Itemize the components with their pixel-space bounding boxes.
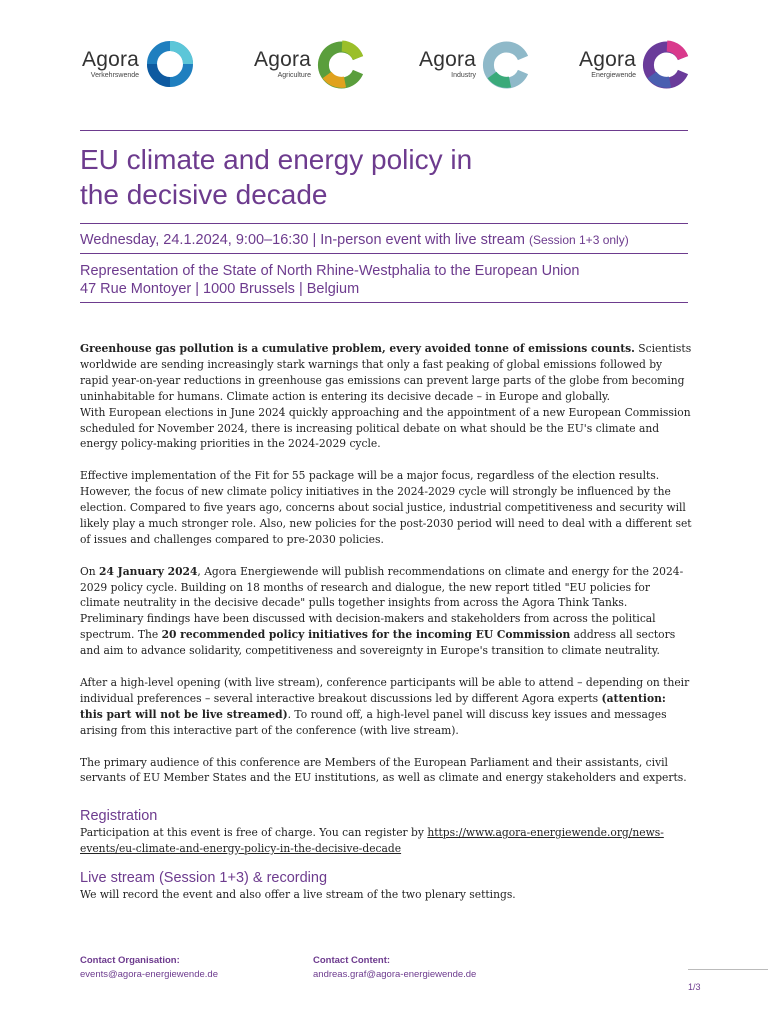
report-recommendations: 20 recommended policy initiatives for the incoming EU Commission <box>161 628 571 642</box>
body-text <box>80 341 692 802</box>
report-text-c: , Agora Energiewende will publish recommendations on climate and energy for the 2024-2029 policy cycle. Building on 18 months of research and dialogue, the new report titled "EU policies for climate neutrality in the decisive decade" pulls together insights from across the Agora Think Tanks. Preliminary findings have been discussed with decision-makers and stakeholders from across the political spectrum. The <box>80 564 684 642</box>
contact-organisation-email[interactable]: events@agora-energiewende.de <box>80 969 218 980</box>
logo-ring-icon <box>145 39 195 89</box>
contact-content-email[interactable]: andreas.graf@agora-energiewende.de <box>313 969 477 980</box>
contact-organisation <box>80 954 218 982</box>
logo-brand: Agora <box>254 47 312 71</box>
event-session-note: (Session 1+3 only) <box>528 233 629 247</box>
agora-energiewende-logo <box>579 36 692 92</box>
registration-link[interactable]: https://www.agora-energiewende.org/news-events/eu-climate-and-energy-policy-in-the-decisive-decade <box>80 826 664 855</box>
event-venue <box>80 262 580 298</box>
logo-subtitle: Energiewende <box>591 71 637 79</box>
paragraph-audience: The primary audience of this conference are Members of the European Parliament and their assistants, civil servants of EU Member States and the EU institutions, as well as climate and energy stakeholders and experts. <box>80 755 687 785</box>
logo-subtitle: Verkehrswende <box>90 71 140 79</box>
report-text-a: On <box>80 564 100 578</box>
report-text-e: address all sectors and aim to advance solidarity, competitiveness and sovereignty in Europe's transition to climate neutrality. <box>80 628 676 658</box>
programme-text-c: . To round off, a high-level panel will discuss key issues and messages arising from this interactive part of the conference (with live stream). <box>80 707 667 737</box>
divider <box>80 253 688 254</box>
programme-text-a: After a high-level opening (with live stream), conference participants will be able to attend – depending on their individual preferences – several interactive breakout discussions led by different Agora experts <box>80 675 690 705</box>
registration-text: Participation at this event is free of charge. You can register by <box>80 826 428 839</box>
registration-heading: Registration <box>80 808 158 824</box>
footer-divider <box>688 969 768 970</box>
contact-organisation-label: Contact Organisation: <box>80 955 180 966</box>
logo-brand: Agora <box>579 47 637 71</box>
intro-text: Scientists worldwide are sending increasingly stark warnings that only a fast peaking of global emissions followed by rapid year-on-year reductions in greenhouse gas emissions can prevent large parts of the globe from becoming uninhabitable for humans. Climate action is entering its decisive decade – in Europe and globally. <box>80 342 692 403</box>
registration-paragraph <box>80 825 692 857</box>
paragraph-elections: With European elections in June 2024 quickly approaching and the appointment of a new European Commission scheduled for November 2024, there is increasing political debate on what should be the EU's climate and energy policy-making priorities in the 2024-2029 cycle. <box>80 405 691 451</box>
agora-verkehrswende-logo <box>82 36 195 92</box>
event-date-text: Wednesday, 24.1.2024, 9:00–16:30 | In-person event with live stream <box>80 232 525 248</box>
agora-industry-logo <box>419 36 532 92</box>
logo-c-icon <box>317 39 367 89</box>
page-title <box>80 142 688 212</box>
contact-content-label: Contact Content: <box>313 955 391 966</box>
paragraph-intro <box>80 341 692 405</box>
live-stream-section <box>80 869 692 903</box>
title-line-2: the decisive decade <box>80 179 328 210</box>
venue-line-1: Representation of the State of North Rhine-Westphalia to the European Union <box>80 263 580 279</box>
logo-c-icon <box>642 39 692 89</box>
report-date: 24 January 2024 <box>99 564 198 578</box>
logo-bar <box>0 36 768 92</box>
divider <box>80 130 688 131</box>
logo-subtitle: Industry <box>451 71 477 79</box>
logo-c-icon <box>482 39 532 89</box>
live-stream-text: We will record the event and also offer a live stream of the two plenary settings. <box>80 888 516 901</box>
live-stream-heading: Live stream (Session 1+3) & recording <box>80 870 328 886</box>
logo-brand: Agora <box>82 47 140 71</box>
paragraph-programme <box>80 675 692 739</box>
paragraph-fit-for-55: Effective implementation of the Fit for 55 package will be a major focus, regardless of the election results. However, the focus of new climate policy initiatives in the 2024-2029 cycle will strongly be influenced by the election. Compared to five years ago, concerns about social justice, industrial competitiveness and security will likely play a much stronger role. Also, new policies for the post-2030 period will need to deal with a different set of issues and challenges compared to pre-2030 policies. <box>80 469 692 546</box>
divider <box>80 223 688 224</box>
programme-attention: (attention: this part will not be live streamed) <box>80 691 666 721</box>
registration-section <box>80 807 692 857</box>
paragraph-report <box>80 564 692 659</box>
event-date-line <box>80 232 629 248</box>
agora-agriculture-logo <box>254 36 367 92</box>
logo-subtitle: Agriculture <box>277 71 312 79</box>
intro-emphasis: Greenhouse gas pollution is a cumulative problem, every avoided tonne of emissions counts. <box>80 342 635 355</box>
divider <box>80 302 688 303</box>
venue-line-2: 47 Rue Montoyer | 1000 Brussels | Belgium <box>80 281 360 297</box>
contact-content <box>313 954 476 982</box>
title-line-1: EU climate and energy policy in <box>80 144 473 175</box>
logo-brand: Agora <box>419 47 477 71</box>
page-number: 1/3 <box>688 982 701 992</box>
